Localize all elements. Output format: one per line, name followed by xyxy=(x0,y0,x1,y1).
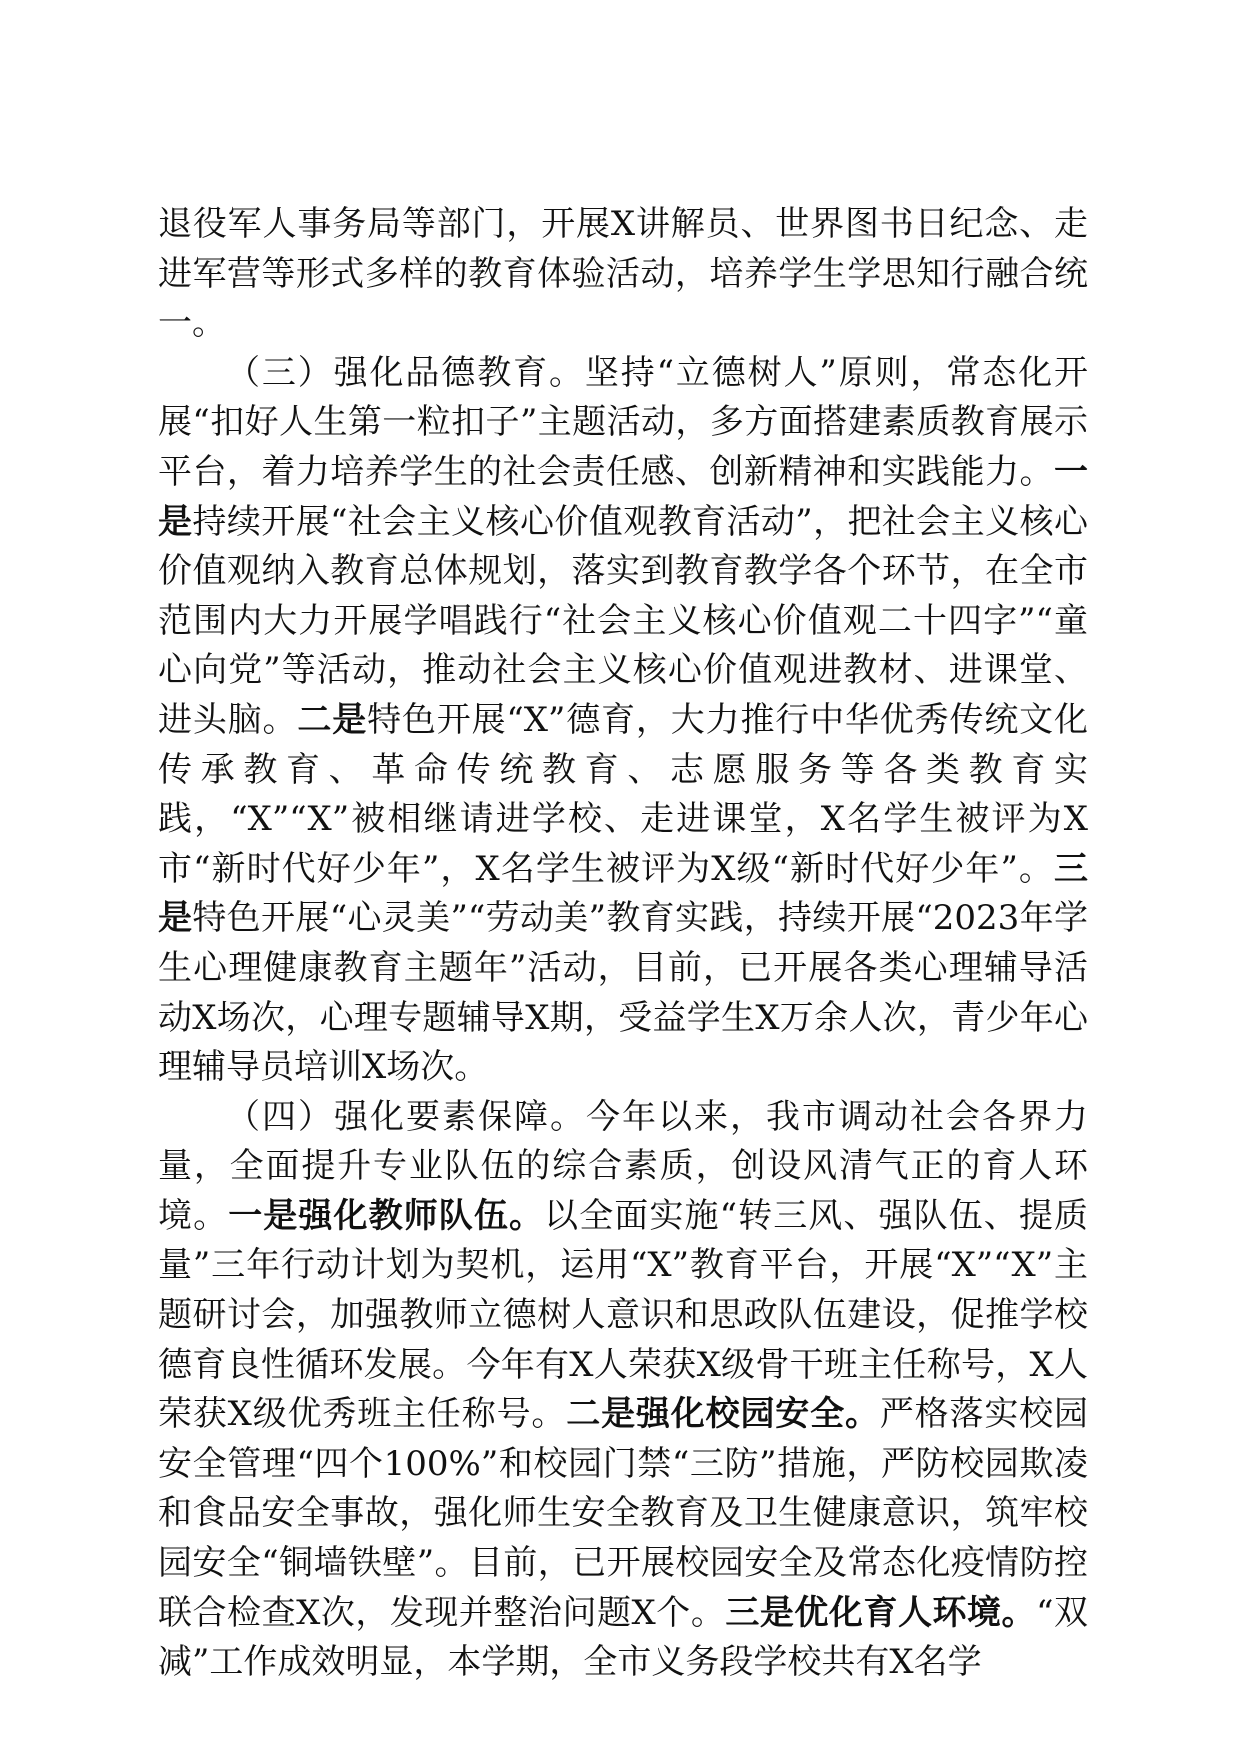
paragraph-continuation xyxy=(158,200,1088,349)
bold-lead-second: 二是 xyxy=(297,699,368,740)
bold-lead-first: 一是 xyxy=(158,451,1088,542)
paragraph-moral-education xyxy=(158,349,1088,1093)
text-run: 退役军人事务局等部门，开展X讲解员、世界图书日纪念、走进军营等形式多样的教育体验活动，培养学生学思知行融合统一。 xyxy=(158,204,1088,344)
text-run: 特色开展“X”德育，大力推行中华优秀传统文化传承教育、革命传统教育、志愿服务等各类教育实践，“X”“X”被相继请进学校、走进课堂，X名学生被评为X市“新时代好少年”，X名学生被评为X级“新时代好少年”。 xyxy=(158,699,1089,889)
text-run: “双减”工作成效明显，本学期，全市义务段学校共有X名学 xyxy=(158,1592,1088,1683)
text-run: （四）强化要素保障。今年以来，我市调动社会各界力量，全面提升专业队伍的综合素质，创设风清气正的育人环境。 xyxy=(158,1096,1088,1236)
text-run: 严格落实校园安全管理“四个100%”和校园门禁“三防”措施，严防校园欺凌和食品安全事故，强化师生安全教育及卫生健康意识，筑牢校园安全“铜墙铁壁”。目前，已开展校园安全及常态化疫情防控联合检查X次，发现并整治问题X个。 xyxy=(158,1394,1089,1633)
text-run: 特色开展“心灵美”“劳动美”教育实践，持续开展“2023年学生心理健康教育主题年”活动，目前，已开展各类心理辅导活动X场次，心理专题辅导X期，受益学生X万余人次，青少年心理辅导员培训X场次。 xyxy=(158,898,1088,1088)
text-run: 持续开展“社会主义核心价值观教育活动”，把社会主义核心价值观纳入教育总体规划，落实到教育教学各个环节，在全市范围内大力开展学唱践行“社会主义核心价值观二十四字”“童心向党”等活动，推动社会主义核心价值观进教材、进课堂、进头脑。 xyxy=(158,501,1089,740)
document-page xyxy=(158,200,1088,1688)
bold-lead-safety: 二是强化校园安全。 xyxy=(566,1394,880,1435)
bold-lead-teachers: 一是强化教师队伍。 xyxy=(228,1195,545,1236)
text-run: 以全面实施“转三风、强队伍、提质量”三年行动计划为契机，运用“X”教育平台，开展“X”“X”主题研讨会，加强教师立德树人意识和思政队伍建设，促推学校德育良性循环发展。今年有X人荣获X级骨干班主任称号，X人荣获X级优秀班主任称号。 xyxy=(158,1195,1088,1435)
text-run: （三）强化品德教育。坚持“立德树人”原则，常态化开展“扣好人生第一粒扣子”主题活动，多方面搭建素质教育展示平台，着力培养学生的社会责任感、创新精神和实践能力。 xyxy=(158,352,1088,492)
bold-lead-environment: 三是优化育人环境。 xyxy=(725,1592,1037,1633)
paragraph-resource-guarantee xyxy=(158,1093,1088,1688)
bold-lead-third: 三是 xyxy=(158,848,1088,939)
